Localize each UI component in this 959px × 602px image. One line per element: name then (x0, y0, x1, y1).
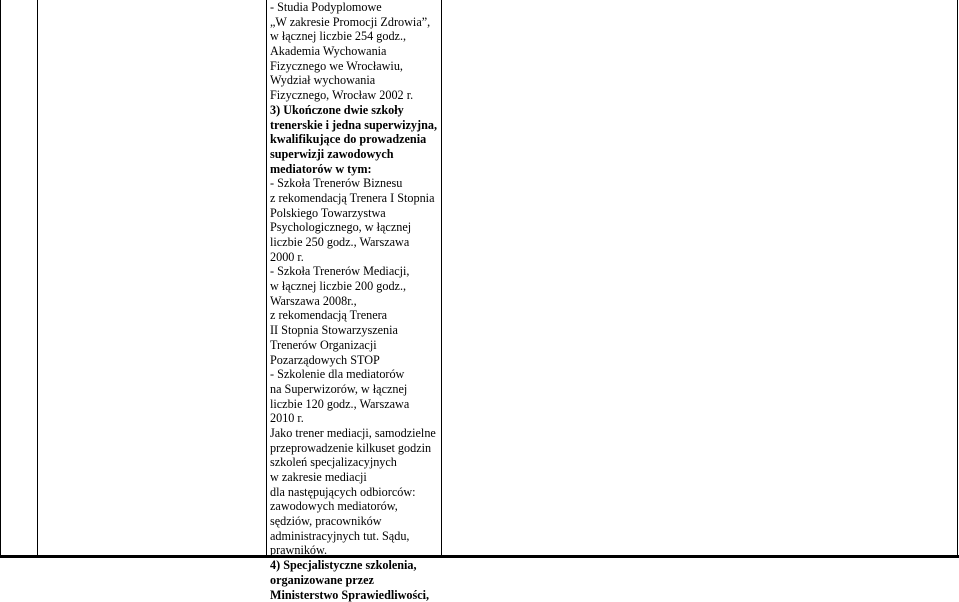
text-line: - Szkoła Trenerów Mediacji, (270, 264, 440, 279)
text-line: Fizycznego we Wrocławiu, (270, 59, 440, 74)
text-line: kwalifikujące do prowadzenia (270, 132, 440, 147)
text-line: Pozarządowych STOP (270, 353, 440, 368)
text-line: organizowane przez (270, 573, 440, 588)
text-line: Wydział wychowania (270, 73, 440, 88)
text-line: - Studia Podyplomowe (270, 0, 440, 15)
table-bottom-rule (0, 555, 959, 558)
text-line: Warszawa 2008r., (270, 294, 440, 309)
table-rule (266, 0, 267, 556)
text-line: na Superwizorów, w łącznej (270, 382, 440, 397)
text-line: 3) Ukończone dwie szkoły (270, 103, 440, 118)
text-line: dla następujących odbiorców: (270, 485, 440, 500)
text-line: mediatorów w tym: (270, 162, 440, 177)
text-line: Jako trener mediacji, samodzielne (270, 426, 440, 441)
table-rule (441, 0, 442, 556)
text-line: - Szkoła Trenerów Biznesu (270, 176, 440, 191)
text-line: sędziów, pracowników (270, 514, 440, 529)
table-rule (37, 0, 38, 556)
table-rule (957, 0, 958, 556)
text-line: Polskiego Towarzystwa (270, 206, 440, 221)
text-line: 2010 r. (270, 411, 440, 426)
text-line: trenerskie i jedna superwizyjna, (270, 118, 440, 133)
text-line: z rekomendacją Trenera (270, 308, 440, 323)
text-line: - Szkolenie dla mediatorów (270, 367, 440, 382)
text-line: szkoleń specjalizacyjnych (270, 455, 440, 470)
text-line: w łącznej liczbie 254 godz., (270, 29, 440, 44)
text-line: administracyjnych tut. Sądu, (270, 529, 440, 544)
text-line: „W zakresie Promocji Zdrowia”, (270, 15, 440, 30)
text-line: prawników. (270, 543, 440, 558)
text-line: 2000 r. (270, 250, 440, 265)
text-line: Fizycznego, Wrocław 2002 r. (270, 88, 440, 103)
text-line: 4) Specjalistyczne szkolenia, (270, 558, 440, 573)
text-line: liczbie 250 godz., Warszawa (270, 235, 440, 250)
qualification-cell-text (270, 0, 440, 602)
text-line: Psychologicznego, w łącznej (270, 220, 440, 235)
text-line: z rekomendacją Trenera I Stopnia (270, 191, 440, 206)
text-line: superwizji zawodowych (270, 147, 440, 162)
text-line: przeprowadzenie kilkuset godzin (270, 441, 440, 456)
text-line: w łącznej liczbie 200 godz., (270, 279, 440, 294)
text-line: zawodowych mediatorów, (270, 499, 440, 514)
text-line: liczbie 120 godz., Warszawa (270, 397, 440, 412)
text-line: Akademia Wychowania (270, 44, 440, 59)
text-line: Ministerstwo Sprawiedliwości, (270, 588, 440, 602)
table-rule (0, 0, 1, 556)
text-line: Trenerów Organizacji (270, 338, 440, 353)
text-line: II Stopnia Stowarzyszenia (270, 323, 440, 338)
text-line: w zakresie mediacji (270, 470, 440, 485)
